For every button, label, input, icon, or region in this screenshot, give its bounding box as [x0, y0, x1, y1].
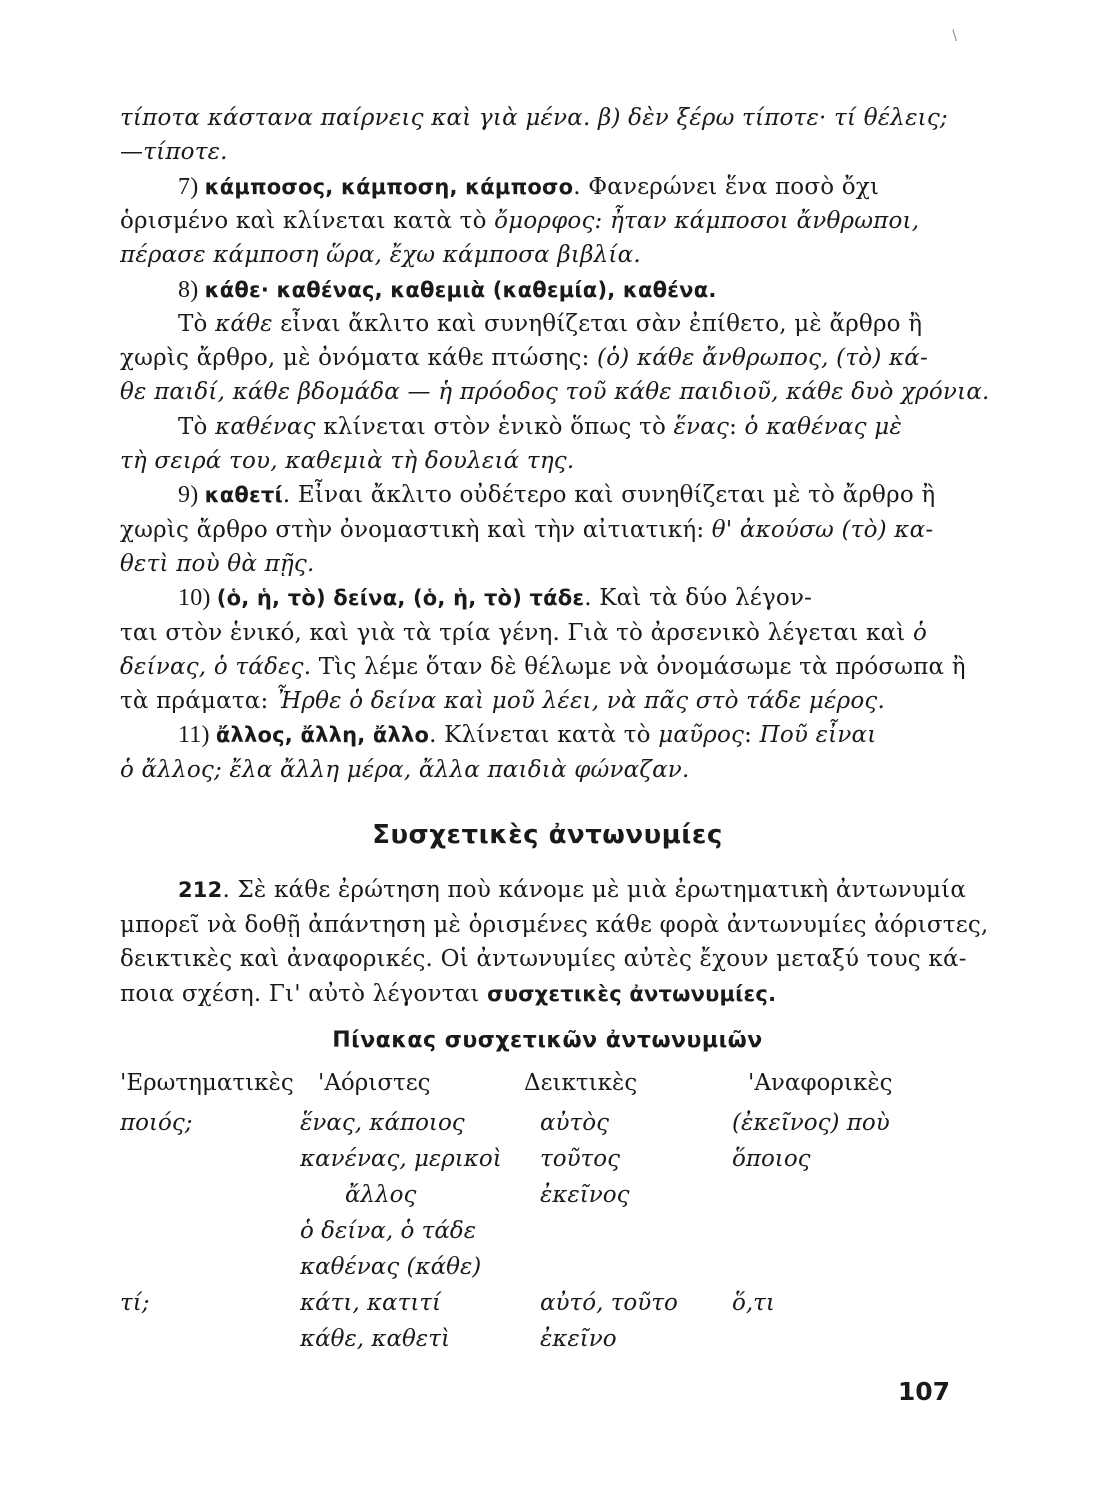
text-run: τίποτα κάστανα παίρνεις καὶ γιὰ μένα.: [120, 105, 598, 131]
table-cell: τί;: [120, 1290, 150, 1316]
table-header: 'Αναφορικὲς: [748, 1070, 893, 1096]
text-line: [120, 446, 950, 476]
text-line: [120, 549, 950, 579]
text-run: Ποῦ εἶναι: [759, 722, 877, 749]
text-run: ὁρισμένο καὶ κλίνεται κατὰ τὸ: [120, 207, 495, 234]
table-cell: ὅποιος: [732, 1146, 811, 1172]
text-run: (ὁ) κάθε ἄνθρωπος, (τὸ) κά-: [597, 345, 928, 372]
table-cell: ἄλλος: [345, 1182, 417, 1208]
table-cell: κάθε, καθετὶ: [300, 1326, 450, 1352]
text-run: πέρασε κάμποση ὥρα, ἔχω κάμποσα βιβλία.: [120, 242, 641, 269]
text-run: δείνας, ὁ τάδες: [120, 653, 304, 680]
text-run: δεικτικὲς καὶ ἀναφορικές. Οἱ ἀντωνυμίες αὐτὲς ἔχουν μεταξύ τους κά-: [120, 946, 967, 972]
text-run: 9): [178, 482, 205, 509]
text-line: [120, 755, 950, 785]
text-run: . Καὶ τὰ δύο λέγον-: [584, 585, 813, 612]
table-cell: αὐτὸς: [540, 1110, 609, 1136]
table-cell: (ἐκεῖνος) ποὺ: [732, 1110, 890, 1136]
text-run: . Εἶναι ἄκλιτο οὐδέτερο καὶ συνηθίζεται μὲ τὸ ἄρθρο ἢ: [282, 482, 936, 509]
text-run: τίποτε: [742, 105, 820, 131]
text-run: Τὸ: [178, 413, 216, 440]
table-cell: κανένας, μερικοὶ: [300, 1146, 502, 1172]
text-run: 8): [178, 276, 205, 303]
text-run: β) δὲν: [597, 105, 677, 131]
text-run: Ἦρθε ὁ δείνα καὶ μοῦ λέει, νὰ πᾶς στὸ τάδε μέρος.: [275, 688, 885, 715]
text-run: Τὸ: [178, 310, 216, 337]
text-run: μαῦρος: [658, 722, 745, 749]
text-run: κάθε: [215, 310, 273, 337]
text-line: [178, 412, 1008, 442]
text-run: 212: [178, 878, 223, 902]
text-run: ται στὸν ἑνικό, καὶ γιὰ τὰ τρία γένη. Γιὰ τὸ ἀρσενικὸ λέγεται καὶ: [120, 619, 913, 646]
text-run: καθετί: [204, 483, 283, 508]
text-line: [120, 618, 950, 648]
corner-mark: \: [952, 28, 957, 44]
text-run: ποια σχέση. Γι' αὐτὸ λέγονται: [120, 980, 488, 1007]
table-header: 'Ερωτηματικὲς: [120, 1070, 294, 1096]
text-run: . Φανερώνει ἕνα ποσὸ ὄχι: [573, 173, 880, 200]
text-line: [120, 377, 990, 407]
text-run: χωρὶς ἄρθρο, μὲ ὀνόματα κάθε πτώσης:: [120, 345, 598, 372]
text-line: [178, 583, 1008, 613]
text-run: κάθε· καθένας, καθεμιὰ (καθεμία), καθένα.: [204, 277, 717, 302]
table-cell: ἕνας, κάποιος: [300, 1110, 465, 1136]
text-run: ὁ ἄλλος; ἔλα ἄλλη μέρα, ἄλλα παιδιὰ φώναζαν.: [120, 756, 690, 783]
text-line: [178, 172, 1008, 202]
table-cell: ὅ,τι: [732, 1290, 775, 1316]
text-line: [120, 652, 966, 682]
text-run: 11): [178, 722, 216, 749]
text-run: ὁ καθένας μὲ: [744, 413, 902, 440]
text-run: —τίποτε.: [120, 139, 228, 166]
text-run: κλίνεται στὸν ἑνικὸ ὅπως τὸ: [315, 413, 674, 440]
text-run: (ὁ, ἡ, τὸ) δείνα, (ὁ, ἡ, τὸ) τάδε: [216, 586, 585, 611]
text-run: :: [744, 722, 760, 749]
text-run: 10): [178, 585, 217, 612]
table-cell: τοῦτος: [540, 1146, 621, 1172]
text-run: εἶναι ἄκλιτο καὶ συνηθίζεται σὰν ἐπίθετο, μὲ ἄρθρο ἢ: [272, 310, 923, 337]
table-header: 'Αόριστες: [318, 1070, 431, 1096]
table-cell: αὐτό, τοῦτο: [540, 1290, 678, 1316]
text-run: θετὶ ποὺ θὰ πῇς.: [120, 550, 315, 577]
text-line: [120, 103, 950, 133]
text-line: [178, 875, 1008, 905]
text-line: [120, 979, 950, 1009]
text-run: :: [729, 413, 745, 440]
text-run: . Κλίνεται κατὰ τὸ: [429, 722, 659, 749]
text-run: ἄλλος, ἄλλη, ἄλλο: [215, 723, 430, 748]
text-run: καθένας: [215, 413, 316, 440]
text-line: [120, 206, 950, 236]
table-title: Πίνακας συσχετικῶν ἀντωνυμιῶν: [332, 1028, 763, 1053]
text-line: [120, 686, 950, 716]
text-line: [120, 910, 989, 940]
text-run: · τί θέλεις;: [819, 105, 948, 131]
table-cell: ἐκεῖνος: [540, 1182, 630, 1208]
table-cell: ἐκεῖνο: [540, 1326, 617, 1352]
text-run: 7): [178, 173, 205, 200]
text-run: τὰ πράματα:: [120, 688, 276, 715]
text-run: ὄμορφος: ἦταν κάμποσοι ἄνθρωποι,: [494, 207, 920, 234]
text-line: [120, 137, 950, 167]
text-line: [178, 720, 1008, 750]
text-run: θ' ἀκούσω (τὸ) κα-: [711, 516, 934, 543]
text-line: [178, 309, 1008, 339]
text-run: ὁ: [912, 619, 928, 646]
table-cell: ποιός;: [120, 1110, 193, 1136]
table-header: Δεικτικὲς: [524, 1070, 638, 1096]
text-run: . Τὶς λέμε ὅταν δὲ θέλωμε νὰ ὀνομάσωμε τὰ πρόσωπα ἢ: [303, 653, 966, 680]
text-run: κάμποσος, κάμποση, κάμποσο: [204, 174, 574, 199]
text-run: ξέρω: [676, 105, 743, 131]
text-run: ἕνας: [673, 413, 730, 440]
table-cell: καθένας (κάθε): [300, 1254, 482, 1280]
section-heading: Συσχετικὲς ἀντωνυμίες: [372, 820, 723, 850]
text-run: . Σὲ κάθε ἐρώτηση ποὺ κάνομε μὲ μιὰ ἐρωτηματικὴ ἀντωνυμία: [222, 877, 967, 903]
text-line: [178, 275, 1008, 305]
text-line: [120, 343, 950, 373]
text-line: [120, 515, 950, 545]
page-number: 107: [897, 1377, 950, 1406]
text-run: τὴ σειρά του, καθεμιὰ τὴ δουλειά της.: [120, 448, 575, 474]
text-run: μπορεῖ νὰ δοθῇ ἀπάντηση μὲ ὁρισμένες κάθε φορὰ ἀντωνυμίες ἀόριστες,: [120, 911, 989, 938]
text-run: συσχετικὲς ἀντωνυμίες.: [487, 981, 777, 1006]
text-line: [178, 480, 1008, 510]
table-cell: κάτι, κατιτί: [300, 1290, 442, 1316]
text-line: [120, 240, 950, 270]
text-line: [120, 944, 967, 974]
table-cell: ὁ δείνα, ὁ τάδε: [300, 1218, 477, 1244]
text-run: θε παιδί, κάθε βδομάδα — ἡ πρόοδος τοῦ κάθε παιδιοῦ, κάθε δυὸ χρόνια.: [120, 379, 990, 406]
text-run: χωρὶς ἄρθρο στὴν ὀνομαστικὴ καὶ τὴν αἰτιατική:: [120, 516, 712, 543]
